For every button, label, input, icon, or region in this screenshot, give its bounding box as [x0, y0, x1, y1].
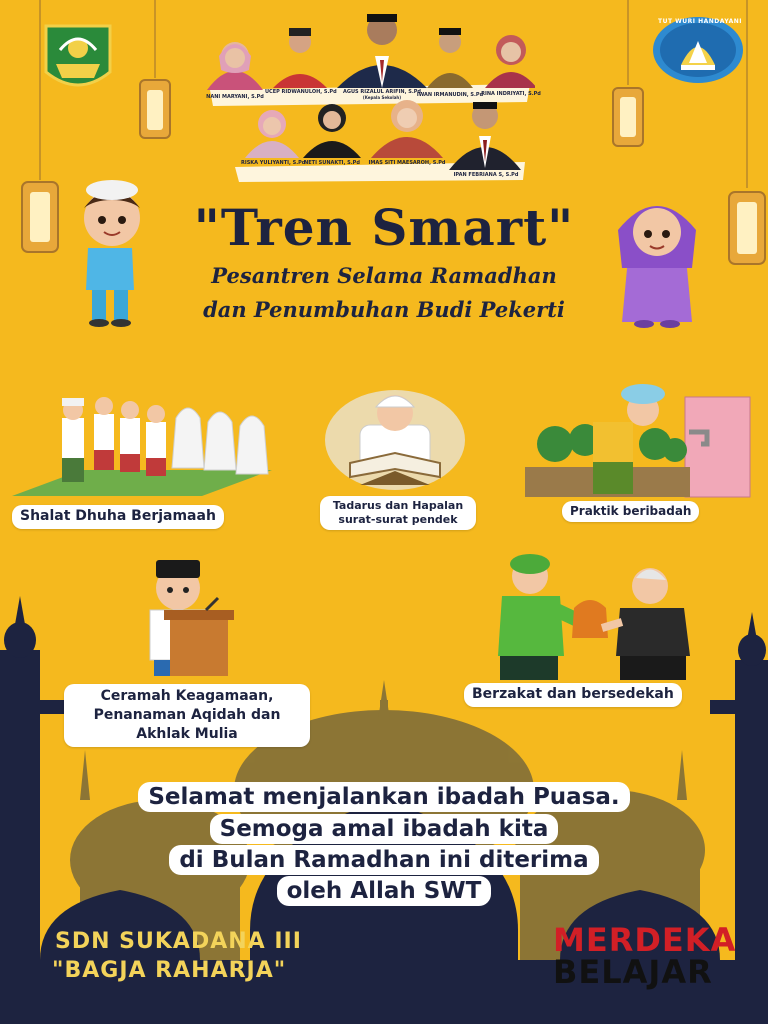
poster-subtitle-line1: Pesantren Selama Ramadhan — [211, 263, 557, 288]
activity-zakat-label: Berzakat dan bersedekah — [464, 683, 682, 707]
tut-wuri-text: TUT WURI HANDAYANI — [658, 18, 742, 25]
zakat-illustration — [490, 552, 700, 682]
message-line2 — [0, 814, 768, 844]
belajar-text: BELAJAR — [553, 953, 713, 991]
poster-subtitle-line2: dan Penumbuhan Budi Pekerti — [203, 297, 565, 322]
regency-logo — [38, 22, 118, 98]
tut-wuri-handayani-logo — [651, 15, 746, 85]
message-line4-text: oleh Allah SWT — [277, 876, 492, 906]
message-line3-text: di Bulan Ramadhan ini diterima — [169, 845, 598, 875]
merdeka-text: MERDEKA — [553, 921, 737, 959]
school-name: SDN SUKADANA III — [55, 929, 302, 954]
school-motto: "BAGJA RAHARJA" — [52, 958, 287, 983]
teacher-name-7: NETI SUNAKTI, S.Pd — [304, 160, 360, 166]
teacher-name-4: IWAN IRMANUDIN, S.Pd — [416, 92, 484, 98]
message-line2-text: Semoga amal ibadah kita — [210, 814, 559, 844]
message-line3 — [0, 845, 768, 875]
teacher-name-2: UCEP RIDWANULOH, S.Pd — [265, 89, 337, 95]
message-line1 — [0, 782, 768, 812]
teacher-photo-1 — [207, 42, 263, 90]
activity-tadarus-line1: Tadarus dan Hapalan — [332, 499, 464, 512]
teacher-name-3: AGUS RIZALUL ARIFIN, S.Pd — [342, 89, 421, 95]
teacher-name-9: IPAN FEBRIANA S, S.Pd — [453, 172, 519, 178]
teacher-name-5: RINA INDRIYATI, S.Pd — [481, 91, 541, 97]
activity-tadarus-label — [320, 496, 476, 530]
activity-ceramah-label — [64, 684, 310, 747]
shalat-illustration — [12, 388, 272, 503]
teacher-name-8: IMAS SITI MAESAROH, S.Pd — [368, 160, 446, 166]
teacher-photos — [205, 12, 541, 182]
teacher-name-6: RISKA YULIYANTI, S.Pd — [241, 160, 306, 166]
activity-shalat-label: Shalat Dhuha Berjamaah — [12, 505, 224, 529]
teacher-role-3: (Kepala Sekolah) — [362, 95, 402, 100]
activity-ceramah-line3: Akhlak Mulia — [136, 725, 238, 742]
activity-ceramah-line1: Ceramah Keagamaan, — [100, 688, 274, 704]
tadarus-illustration — [320, 385, 470, 495]
message-line1-text: Selamat menjalankan ibadah Puasa. — [138, 782, 629, 812]
activity-ceramah-line2: Penanaman Aqidah dan — [93, 706, 281, 723]
praktik-illustration — [525, 372, 755, 502]
activity-tadarus-line2: surat-surat pendek — [338, 512, 458, 526]
message-line4 — [0, 876, 768, 906]
merdeka-belajar-logo — [553, 921, 737, 991]
activity-praktik-label: Praktik beribadah — [562, 501, 699, 522]
teacher-name-1: NANI MARYANI, S.Pd — [206, 94, 264, 100]
ceramah-illustration — [140, 552, 240, 680]
poster-title: "Tren Smart" — [193, 198, 575, 257]
